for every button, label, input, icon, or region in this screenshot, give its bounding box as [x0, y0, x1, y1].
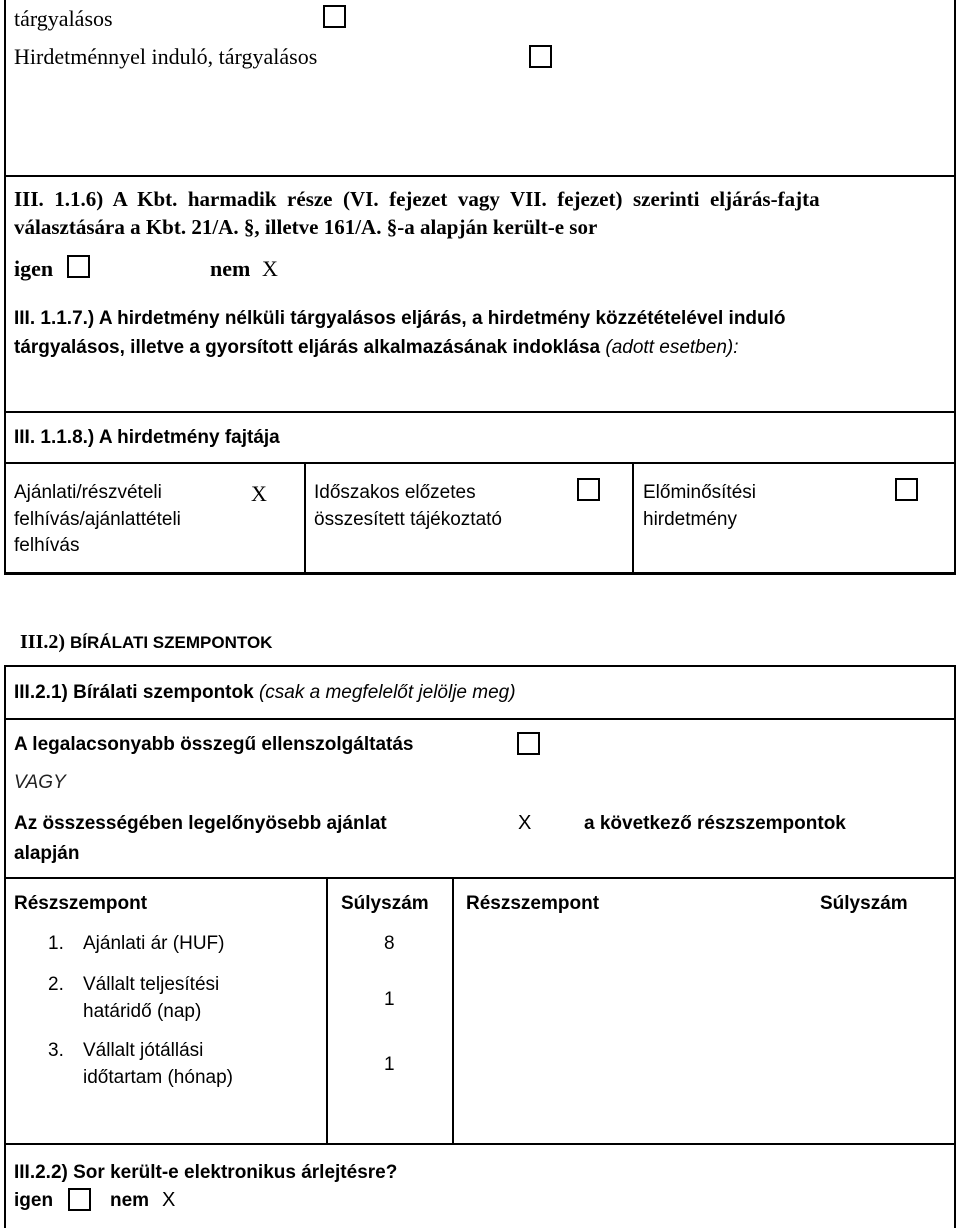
criteria-row-1-weight: 8: [384, 933, 395, 954]
section-118-bottom-border: [4, 572, 956, 575]
section-322-heading: III.2.2) Sor került-e elektronikus árlejtésre?: [14, 1162, 398, 1183]
section-117-line2: [14, 336, 739, 360]
section-321-heading-italic: (csak a megfelelőt jelölje meg): [258, 682, 516, 703]
section-322-no-label: nem: [110, 1190, 150, 1211]
table-header-criterion-1: Részszempont: [14, 893, 148, 914]
section-118-heading: III. 1.1.8.) A hirdetmény fajtája: [14, 427, 280, 448]
section-322-no-mark: X: [162, 1189, 176, 1211]
notice-type-option-3-checkbox[interactable]: [895, 478, 918, 501]
section-117-line1: III. 1.1.7.) A hirdetmény nélküli tárgyalásos eljárás, a hirdetmény közzétételével induló: [14, 308, 786, 329]
section-322-yes-label: igen: [14, 1190, 54, 1211]
section-322-yes-checkbox[interactable]: [68, 1188, 91, 1211]
procedure-option-negotiated-with-notice: Hirdetménnyel induló, tárgyalásos: [14, 44, 318, 69]
section-118-heading-rule: [4, 462, 956, 464]
or-label: VAGY: [14, 772, 66, 793]
criteria-row-2-num: 2.: [48, 974, 64, 995]
section-116-yes-checkbox[interactable]: [67, 255, 90, 278]
section-117-line2-bold: tárgyalásos, illetve a gyorsított eljárás alkalmazásának indoklása: [14, 337, 601, 358]
criteria-row-3-num: 3.: [48, 1040, 64, 1061]
section-321-heading-rule: [4, 718, 956, 720]
basis-label: alapján: [14, 843, 80, 864]
section-321-left-border: [4, 665, 6, 1145]
section-118-col-divider-2: [632, 462, 634, 574]
section-32-heading-prefix: III.2): [20, 631, 66, 653]
table-header-criterion-2: Részszempont: [466, 893, 600, 914]
criteria-row-2-label-line1: Vállalt teljesítési: [83, 974, 220, 995]
notice-type-option-3-line1: Előminősítési: [643, 482, 756, 503]
negotiated-with-notice-checkbox[interactable]: [529, 45, 552, 68]
section-116-right-border: [954, 176, 956, 413]
best-value-mark[interactable]: X: [518, 812, 532, 834]
section-116-no-label: nem: [210, 256, 251, 281]
section-116-no-mark: X: [262, 256, 278, 281]
notice-type-option-1: [14, 480, 181, 560]
notice-type-option-3-line2: hirdetmény: [643, 508, 737, 530]
section-321-top-border: [4, 665, 956, 667]
section-116-heading-line1: III. 1.1.6) A Kbt. harmadik része (VI. fejezet vagy VII. fejezet) szerinti eljárás-fajta: [14, 187, 820, 211]
section-118-right-border: [954, 411, 956, 574]
section-32-heading: [20, 630, 272, 655]
section-321-right-border: [954, 665, 956, 1145]
criteria-row-2-weight: 1: [384, 989, 395, 1010]
notice-type-option-1-mark[interactable]: X: [251, 481, 267, 506]
section-321-heading-bold: III.2.1) Bírálati szempontok: [14, 682, 254, 703]
criteria-row-2-label-line2: határidő (nap): [83, 1001, 202, 1022]
following-criteria-label: a következő részszempontok: [584, 813, 846, 834]
criteria-table-col-divider: [452, 877, 454, 1144]
procedure-option-negotiated: tárgyalásos: [14, 6, 113, 31]
criteria-row-3-weight: 1: [384, 1054, 395, 1075]
section-117-line2-italic: (adott esetben):: [605, 337, 739, 358]
section-116-left-border: [4, 176, 6, 413]
notice-type-option-1-line1: Ajánlati/részvételi: [14, 482, 162, 503]
criteria-row-1-num: 1.: [48, 933, 64, 954]
section-32-heading-title: BÍRÁLATI SZEMPONTOK: [70, 633, 273, 652]
criteria-row-3-label-line2: időtartam (hónap): [83, 1067, 233, 1088]
notice-type-option-1-line3: felhívás: [14, 535, 80, 556]
lowest-price-checkbox[interactable]: [517, 732, 540, 755]
notice-type-option-2-line2: összesített tájékoztató: [314, 508, 502, 530]
notice-type-option-2-checkbox[interactable]: [577, 478, 600, 501]
best-value-label: Az összességében legelőnyösebb ajánlat: [14, 813, 387, 834]
table-header-weight-1: Súlyszám: [341, 893, 429, 914]
section-116-yes-label: igen: [14, 256, 54, 281]
negotiated-checkbox[interactable]: [323, 5, 346, 28]
section-117-bottom-border: [4, 411, 956, 413]
section-116-heading-line2: választására a Kbt. 21/A. §, illetve 161/A. §-a alapján került-e sor: [14, 215, 598, 239]
notice-type-option-3: [643, 480, 756, 533]
section-118-left-border: [4, 411, 6, 574]
section-321-bottom-border: [4, 1143, 956, 1145]
box-top-bottom-border: [4, 175, 956, 177]
lowest-price-label: A legalacsonyabb összegű ellenszolgáltatás: [14, 734, 414, 755]
table-header-weight-2: Súlyszám: [820, 893, 908, 914]
box-top-left-border: [4, 0, 6, 176]
box-top-right-border: [954, 0, 956, 176]
criteria-row-1-label: Ajánlati ár (HUF): [83, 933, 225, 954]
section-322-left-border: [4, 1143, 6, 1228]
notice-type-option-2: [314, 480, 502, 533]
criteria-table-left-col-divider: [326, 877, 328, 1144]
notice-type-option-2-line1: Időszakos előzetes: [314, 482, 476, 503]
criteria-row-3-label-line1: Vállalt jótállási: [83, 1040, 204, 1061]
notice-type-option-1-line2: felhívás/ajánlattételi: [14, 508, 181, 530]
criteria-table-top-rule: [4, 877, 956, 879]
section-322-right-border: [954, 1143, 956, 1228]
section-118-col-divider-1: [304, 462, 306, 574]
section-321-heading: [14, 681, 516, 705]
